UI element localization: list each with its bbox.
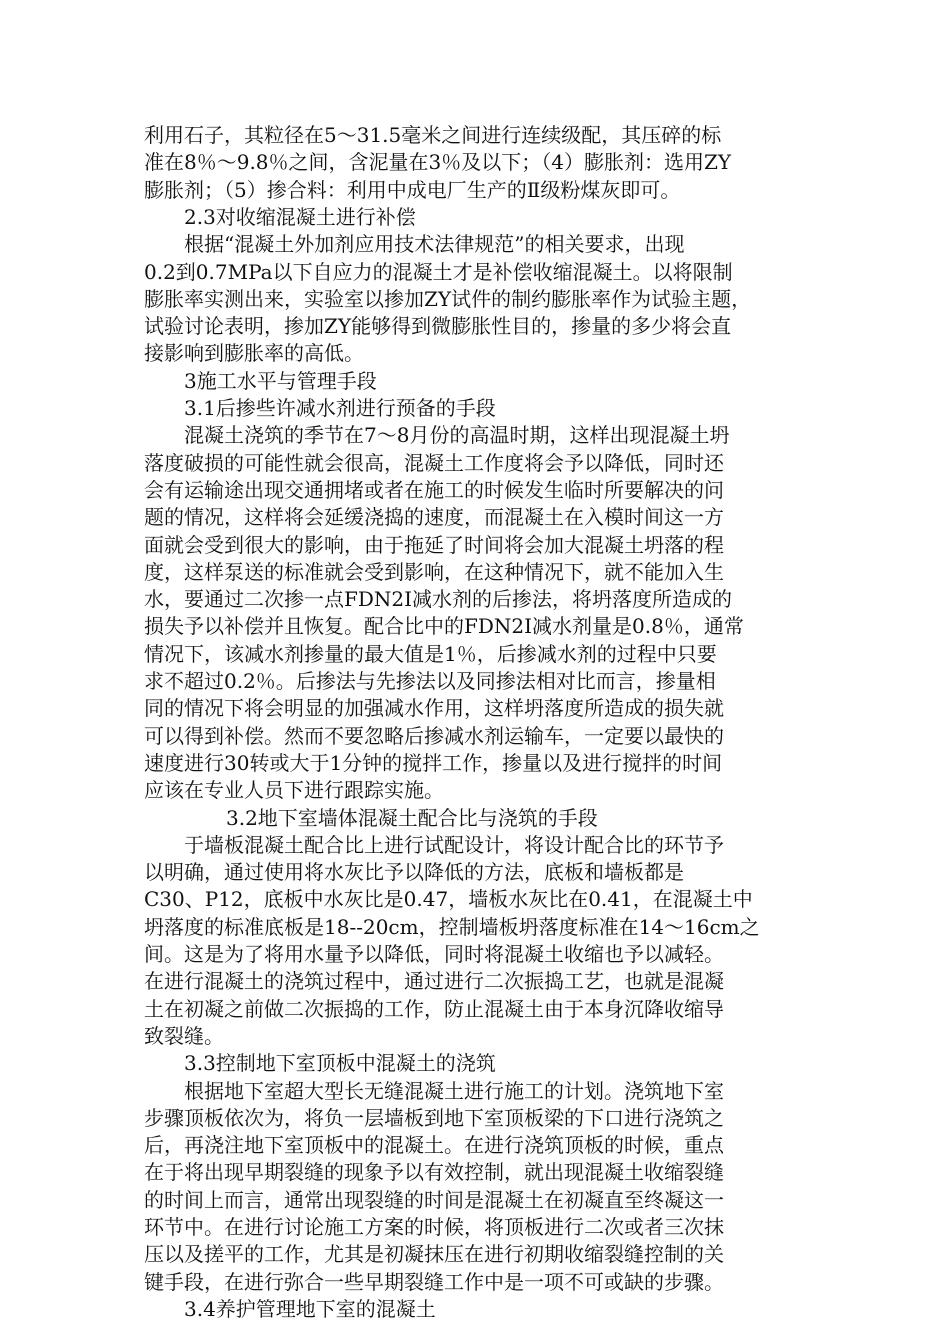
body-line: 坍落度的标准底板是18--20cm，控制墙板坍落度标准在14～16cm之 bbox=[144, 914, 760, 939]
body-line: 在于将出现早期裂缝的现象予以有效控制，就出现混凝土收缩裂缝 bbox=[144, 1160, 724, 1185]
body-line: 膨胀率实测出来，实验室以掺加ZY试件的制约膨胀率作为试验主题， bbox=[144, 286, 752, 311]
body-line: 土在初凝之前做二次振捣的工作，防止混凝土由于本身沉降收缩导 bbox=[144, 996, 724, 1021]
section-heading: 3.2地下室墙体混凝土配合比与浇筑的手段 bbox=[226, 805, 598, 830]
body-line: 会有运输途出现交通拥堵或者在施工的时候发生临时所要解决的问 bbox=[144, 477, 724, 502]
body-line: 环节中。在进行讨论施工方案的时候，将顶板进行二次或者三次抹 bbox=[144, 1215, 724, 1239]
body-line: 试验讨论表明，掺加ZY能够得到微膨胀性目的，掺量的多少将会直 bbox=[144, 314, 732, 339]
body-line: 间。这是为了将用水量予以降低，同时将混凝土收缩也予以减轻。 bbox=[144, 942, 724, 966]
body-line: 度，这样泵送的标准就会受到影响，在这种情况下，就不能加入生 bbox=[144, 559, 724, 584]
body-line: 根据地下室超大型长无缝混凝土进行施工的计划。浇筑地下室 bbox=[184, 1078, 724, 1103]
body-line: 膨胀剂；（5）掺合料：利用中成电厂生产的Ⅱ级粉煤灰即可。 bbox=[144, 177, 681, 202]
section-heading: 3.3控制地下室顶板中混凝土的浇筑 bbox=[184, 1051, 496, 1076]
body-line: 题的情况，这样将会延缓浇捣的速度，而混凝土在入模时间这一方 bbox=[144, 505, 724, 530]
body-line: 根据“混凝土外加剂应用技术法律规范”的相关要求，出现 bbox=[184, 232, 685, 257]
section-heading: 2.3对收缩混凝土进行补偿 bbox=[184, 204, 416, 229]
body-line: 键手段，在进行弥合一些早期裂缝工作中是一项不可或缺的步骤。 bbox=[144, 1269, 724, 1294]
body-line: 准在8％～9.8％之间，含泥量在3％及以下；（4）膨胀剂：选用ZY bbox=[144, 150, 732, 175]
body-line: 后，再浇注地下室顶板中的混凝土。在进行浇筑顶板的时候，重点 bbox=[144, 1133, 724, 1158]
body-line: 的时间上而言，通常出现裂缝的时间是混凝土在初凝直至终凝这一 bbox=[144, 1187, 724, 1212]
body-line: 在进行混凝土的浇筑过程中，通过进行二次振捣工艺，也就是混凝 bbox=[144, 969, 724, 994]
section-heading: 3.4养护管理地下室的混凝土 bbox=[184, 1296, 436, 1321]
body-line: 同的情况下将会明显的加强减水作用，这样坍落度所造成的损失就 bbox=[144, 696, 724, 721]
body-line: 0.2到0.7MPa以下自应力的混凝土才是补偿收缩混凝土。以将限制 bbox=[144, 259, 733, 284]
body-line: 速度进行30转或大于1分钟的搅拌工作，掺量以及进行搅拌的时间 bbox=[144, 750, 723, 775]
body-line: 以明确，通过使用将水灰比予以降低的方法，底板和墙板都是 bbox=[144, 860, 684, 885]
body-line: 接影响到膨胀率的高低。 bbox=[144, 341, 364, 366]
body-line: 步骤顶板依次为，将负一层墙板到地下室顶板梁的下口进行浇筑之 bbox=[144, 1105, 724, 1130]
section-heading: 3.1后掺些许减水剂进行预备的手段 bbox=[184, 396, 496, 420]
body-line: C30、P12，底板中水灰比是0.47，墙板水灰比在0.41，在混凝土中 bbox=[144, 887, 753, 912]
body-line: 水，要通过二次掺一点FDN2I减水剂的后掺法，将坍落度所造成的 bbox=[144, 587, 733, 612]
body-line: 致裂缝。 bbox=[144, 1023, 224, 1048]
section-heading: 3施工水平与管理手段 bbox=[184, 368, 377, 393]
body-line: 损失予以补偿并且恢复。配合比中的FDN2I减水剂量是0.8％，通常 bbox=[144, 614, 744, 639]
body-line: 应该在专业人员下进行跟踪实施。 bbox=[144, 778, 444, 803]
body-line: 落度破损的可能性就会很高，混凝土工作度将会予以降低，同时还 bbox=[144, 450, 724, 475]
body-line: 于墙板混凝土配合比上进行试配设计，将设计配合比的环节予 bbox=[184, 832, 724, 857]
body-line: 利用石子，其粒径在5～31.5毫米之间进行连续级配，其压碎的标 bbox=[144, 123, 722, 147]
body-line: 可以得到补偿。然而不要忽略后掺减水剂运输车，一定要以最快的 bbox=[144, 723, 724, 748]
body-line: 混凝土浇筑的季节在7～8月份的高温时期，这样出现混凝土坍 bbox=[184, 423, 730, 448]
body-line: 求不超过0.2％。后掺法与先掺法以及同掺法相对比而言，掺量相 bbox=[144, 669, 716, 693]
body-line: 面就会受到很大的影响，由于拖延了时间将会加大混凝土坍落的程 bbox=[144, 532, 724, 557]
body-line: 情况下，该减水剂掺量的最大值是1％，后掺减水剂的过程中只要 bbox=[144, 641, 717, 666]
body-line: 压以及搓平的工作，尤其是初凝抹压在进行初期收缩裂缝控制的关 bbox=[144, 1242, 724, 1267]
